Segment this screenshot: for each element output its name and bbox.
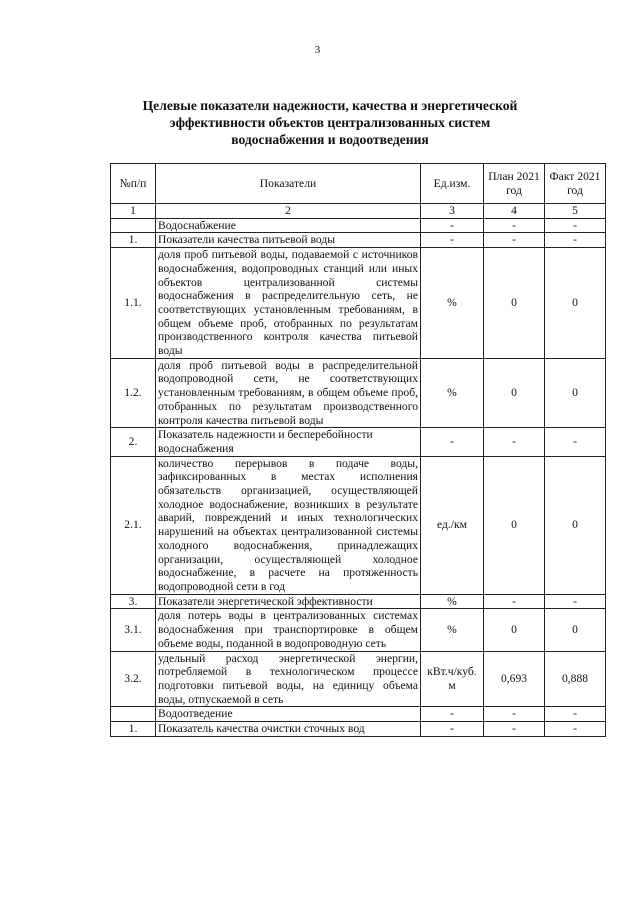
table-row [111,609,606,651]
row-number: 3.1. [111,609,156,651]
row-number: 1. [111,722,156,737]
row-fact: - [545,722,606,737]
page-title [110,97,550,148]
table-row [111,428,606,456]
column-number-row [111,204,606,219]
table-row [111,233,606,248]
header-fact: Факт 2021 год [545,164,606,204]
column-number: 4 [484,204,545,219]
row-plan: - [484,218,545,233]
indicators-table [110,163,606,737]
row-unit: % [421,609,484,651]
row-number: 2.1. [111,456,156,594]
row-plan: 0 [484,358,545,428]
table-row [111,248,606,359]
row-fact: - [545,233,606,248]
row-fact: 0 [545,609,606,651]
column-number: 1 [111,204,156,219]
header-unit: Ед.изм. [421,164,484,204]
row-plan: 0 [484,609,545,651]
row-indicator: количество перерывов в подаче воды, зафиксированных в местах исполнения обязательств организацией, осуществляющей холодное водоснабжение, возникших в результате аварий, повреждений и иных технологических нарушений на объектах централизованной системы холодного водоснабжения, принадлежащих организации, осуществляющей холодное водоснабжение, в расчете на протяженность водопроводной сети в год [156,456,421,594]
row-unit: % [421,248,484,359]
row-unit: кВт.ч/куб. м [421,651,484,707]
row-plan: 0 [484,456,545,594]
row-plan: - [484,233,545,248]
row-fact: - [545,707,606,722]
section-heading: Водоснабжение [156,218,421,233]
row-number [111,218,156,233]
row-indicator: доля проб питьевой воды, подаваемой с источников водоснабжения, водопроводных станций или иных объектов централизованной системы водоснабжения в распределительную сеть, не соответствующих установленным требованиям, в общем объеме проб, отобранных по результатам производственного контроля качества питьевой воды [156,248,421,359]
row-unit: - [421,428,484,456]
row-plan: - [484,707,545,722]
row-fact: - [545,218,606,233]
row-plan: 0 [484,248,545,359]
row-unit: % [421,358,484,428]
row-number [111,707,156,722]
table-row [111,651,606,707]
row-number: 2. [111,428,156,456]
row-fact: 0,888 [545,651,606,707]
row-indicator: Показатели энергетической эффективности [156,594,421,609]
row-indicator: доля потерь воды в централизованных системах водоснабжения при транспортировке в общем объеме воды, поданной в водопроводную сеть [156,609,421,651]
title-line-3: водоснабжения и водоотведения [231,132,429,147]
row-fact: 0 [545,358,606,428]
row-unit: % [421,594,484,609]
row-unit: - [421,218,484,233]
header-indicator: Показатели [156,164,421,204]
title-line-2: эффективности объектов централизованных систем [169,115,491,130]
table-row [111,358,606,428]
row-plan: - [484,722,545,737]
header-plan: План 2021 год [484,164,545,204]
row-number: 1.1. [111,248,156,359]
row-number: 3.2. [111,651,156,707]
row-number: 1. [111,233,156,248]
header-number: №п/п [111,164,156,204]
table-row [111,218,606,233]
row-fact: - [545,594,606,609]
row-fact: 0 [545,456,606,594]
column-number: 5 [545,204,606,219]
row-indicator: Показатель надежности и бесперебойности водоснабжения [156,428,421,456]
row-indicator: Показатели качества питьевой воды [156,233,421,248]
row-unit: ед./км [421,456,484,594]
table-row [111,722,606,737]
table-row [111,707,606,722]
title-line-1: Целевые показатели надежности, качества и энергетической [142,98,518,113]
column-number: 3 [421,204,484,219]
row-plan: - [484,428,545,456]
row-unit: - [421,707,484,722]
section-heading: Водоотведение [156,707,421,722]
row-indicator: Показатель качества очистки сточных вод [156,722,421,737]
row-indicator: доля проб питьевой воды в распределительной водопроводной сети, не соответствующих установленным требованиям, в общем объеме проб, отобранных по результатам производственного контроля качества питьевой воды [156,358,421,428]
row-plan: 0,693 [484,651,545,707]
row-unit: - [421,722,484,737]
row-unit: - [421,233,484,248]
row-number: 3. [111,594,156,609]
row-plan: - [484,594,545,609]
row-indicator: удельный расход энергетической энергии, потребляемой в технологическом процессе подготовки питьевой воды, на единицу объема воды, отпускаемой в сеть [156,651,421,707]
table-row [111,456,606,594]
row-fact: 0 [545,248,606,359]
column-number: 2 [156,204,421,219]
table-header-row [111,164,606,204]
row-fact: - [545,428,606,456]
table-row [111,594,606,609]
row-number: 1.2. [111,358,156,428]
page-number: 3 [314,44,321,56]
